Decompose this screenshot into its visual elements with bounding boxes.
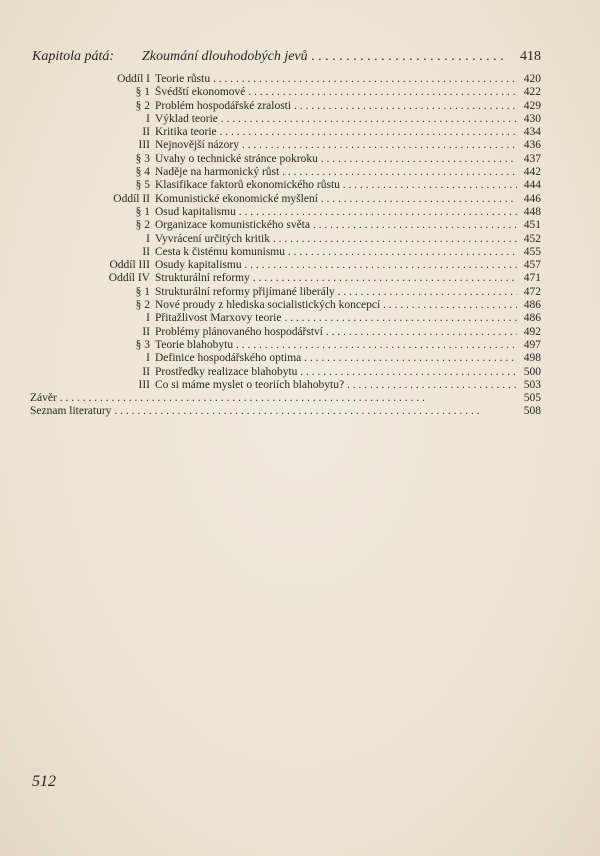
toc-entry-page: 420 — [523, 73, 541, 85]
toc-entry-title: Strukturální reformy přijímané liberály . . . — [155, 286, 517, 299]
toc-entry-page: 452 — [523, 232, 541, 245]
toc-entry-page: 472 — [523, 285, 541, 298]
toc-entry — [24, 312, 541, 325]
page-number: 512 — [32, 773, 56, 790]
toc-entry-page: 437 — [523, 152, 541, 165]
toc-entry-number: § 1 — [135, 205, 150, 218]
toc-entry-number: I — [146, 232, 150, 245]
toc-entry-number: II — [142, 245, 150, 258]
toc-entry — [24, 179, 541, 192]
toc-entry-page: 500 — [523, 365, 541, 378]
toc-entry-title: Přitažlivost Marxovy teorie . . . — [155, 312, 517, 325]
toc-entry-number: § 2 — [135, 299, 150, 312]
toc-entry-page: 492 — [523, 325, 541, 338]
toc-entry — [24, 286, 541, 299]
toc-entry — [24, 139, 541, 152]
toc-entry — [24, 86, 541, 99]
toc-entry-number: II — [142, 325, 150, 338]
toc-entry-number: III — [138, 378, 150, 391]
toc-entry — [24, 326, 541, 339]
toc-entry-number: II — [142, 126, 150, 139]
toc-entry — [24, 259, 541, 272]
toc-entry-title: Teorie blahobytu . . . — [155, 339, 517, 352]
toc-entry-number: § 1 — [135, 86, 150, 99]
toc-entry-number: § 1 — [135, 285, 150, 298]
toc-entry-page: 451 — [523, 219, 541, 232]
toc-entry-page: 486 — [523, 299, 541, 312]
toc-entry-page: 505 — [523, 392, 541, 405]
toc-entry-page: 444 — [523, 179, 541, 192]
toc-entry-title: Co si máme myslet o teoriích blahobytu? . . . — [155, 379, 517, 392]
toc-entry-page: 434 — [523, 126, 541, 139]
toc-entry-title: Definice hospodářského optima . . . — [155, 352, 517, 365]
toc-entry — [24, 113, 541, 126]
toc-entry-title: Osud kapitalismu . . . — [155, 206, 517, 219]
toc-entry-title: Organizace komunistického světa . . . — [155, 219, 517, 232]
toc-entry-title: Kritika teorie . . . — [155, 126, 517, 139]
toc-entry-number: II — [142, 365, 150, 378]
toc-entry-number: § 2 — [135, 99, 150, 112]
toc-entry-number: § 2 — [135, 219, 150, 232]
toc-entry-title: Vyvrácení určitých kritik . . . — [155, 233, 517, 246]
chapter-page: 418 — [520, 49, 541, 64]
toc-entry — [24, 246, 541, 259]
toc-entry-number: Oddíl III — [109, 259, 150, 272]
toc-entry-title: Výklad teorie . . . — [155, 113, 517, 126]
toc-entry — [24, 100, 541, 113]
toc-entry — [24, 272, 541, 285]
toc-entry-page: 498 — [523, 352, 541, 365]
toc-entry-title: Nejnovější názory . . . — [155, 139, 517, 152]
chapter-title: Zkoumání dlouhodobých jevů . . . — [142, 49, 505, 65]
toc-entry-title: Seznam literatury . . . — [30, 405, 517, 418]
toc-entry-page: 455 — [523, 245, 541, 258]
toc-entry-number: III — [138, 139, 150, 152]
toc-entry-title: Problém hospodářské zralosti . . . — [155, 100, 517, 113]
toc-entry-number: I — [146, 312, 150, 325]
toc-entry-number: I — [146, 352, 150, 365]
toc-entry-title: Cesta k čistému komunismu . . . — [155, 246, 517, 259]
toc-entry — [24, 392, 541, 405]
toc-entry-title: Švédští ekonomové . . . — [155, 86, 517, 99]
toc-entry — [24, 206, 541, 219]
toc-entry-title: Problémy plánovaného hospodářství . . . — [155, 326, 517, 339]
chapter-label: Kapitola pátá: — [32, 49, 115, 64]
toc-entry — [24, 126, 541, 139]
toc-entry-title: Strukturální reformy . . . — [155, 272, 517, 285]
toc-entry-number: Oddíl IV — [108, 272, 150, 285]
toc-entry-title: Klasifikace faktorů ekonomického růstu . . . — [155, 179, 517, 192]
toc-entry-title: Nové proudy z hlediska socialistických koncepcí . . . — [155, 299, 517, 312]
toc-entry-page: 436 — [523, 139, 541, 152]
toc-entry-page: 442 — [523, 166, 541, 179]
toc-entry — [24, 166, 541, 179]
toc-entry — [24, 233, 541, 246]
toc-entry — [24, 339, 541, 352]
toc-entry — [24, 153, 541, 166]
toc-entry-page: 508 — [523, 405, 541, 418]
toc-entry-number: Oddíl II — [113, 192, 150, 205]
toc-entry — [24, 366, 541, 379]
toc-entry — [24, 299, 541, 312]
toc-entry-title: Komunistické ekonomické myšlení . . . — [155, 193, 517, 206]
toc-entry — [24, 73, 541, 86]
toc-entry-number: Oddíl I — [117, 73, 150, 85]
toc-entry — [24, 193, 541, 206]
toc-entry-title: Závěr . . . — [30, 392, 517, 405]
toc-entry-title: Teorie růstu . . . — [155, 73, 517, 86]
toc-entry-title: Úvahy o technické stránce pokroku . . . — [155, 153, 517, 166]
toc-entry — [24, 405, 541, 418]
toc-entry-number: I — [146, 112, 150, 125]
toc-entry-page: 422 — [523, 86, 541, 99]
toc-entry — [24, 219, 541, 232]
toc-entry-page: 471 — [523, 272, 541, 285]
toc-entry-title: Naděje na harmonický růst . . . — [155, 166, 517, 179]
toc-entry-title: Osudy kapitalismu . . . — [155, 259, 517, 272]
toc-entry-number: § 5 — [135, 179, 150, 192]
toc-entry-number: § 4 — [135, 166, 150, 179]
toc-entry-page: 497 — [523, 338, 541, 351]
toc-entry — [24, 379, 541, 392]
table-of-contents — [24, 73, 541, 419]
toc-entry-page: 503 — [523, 378, 541, 391]
toc-entry-page: 429 — [523, 99, 541, 112]
toc-entry-page: 446 — [523, 192, 541, 205]
toc-entry-page: 430 — [523, 112, 541, 125]
toc-entry-page: 457 — [523, 259, 541, 272]
toc-entry-page: 486 — [523, 312, 541, 325]
toc-entry — [24, 352, 541, 365]
toc-entry-number: § 3 — [135, 338, 150, 351]
toc-entry-title: Prostředky realizace blahobytu . . . — [155, 366, 517, 379]
toc-entry-page: 448 — [523, 205, 541, 218]
toc-entry-number: § 3 — [135, 152, 150, 165]
chapter-heading — [32, 49, 541, 69]
